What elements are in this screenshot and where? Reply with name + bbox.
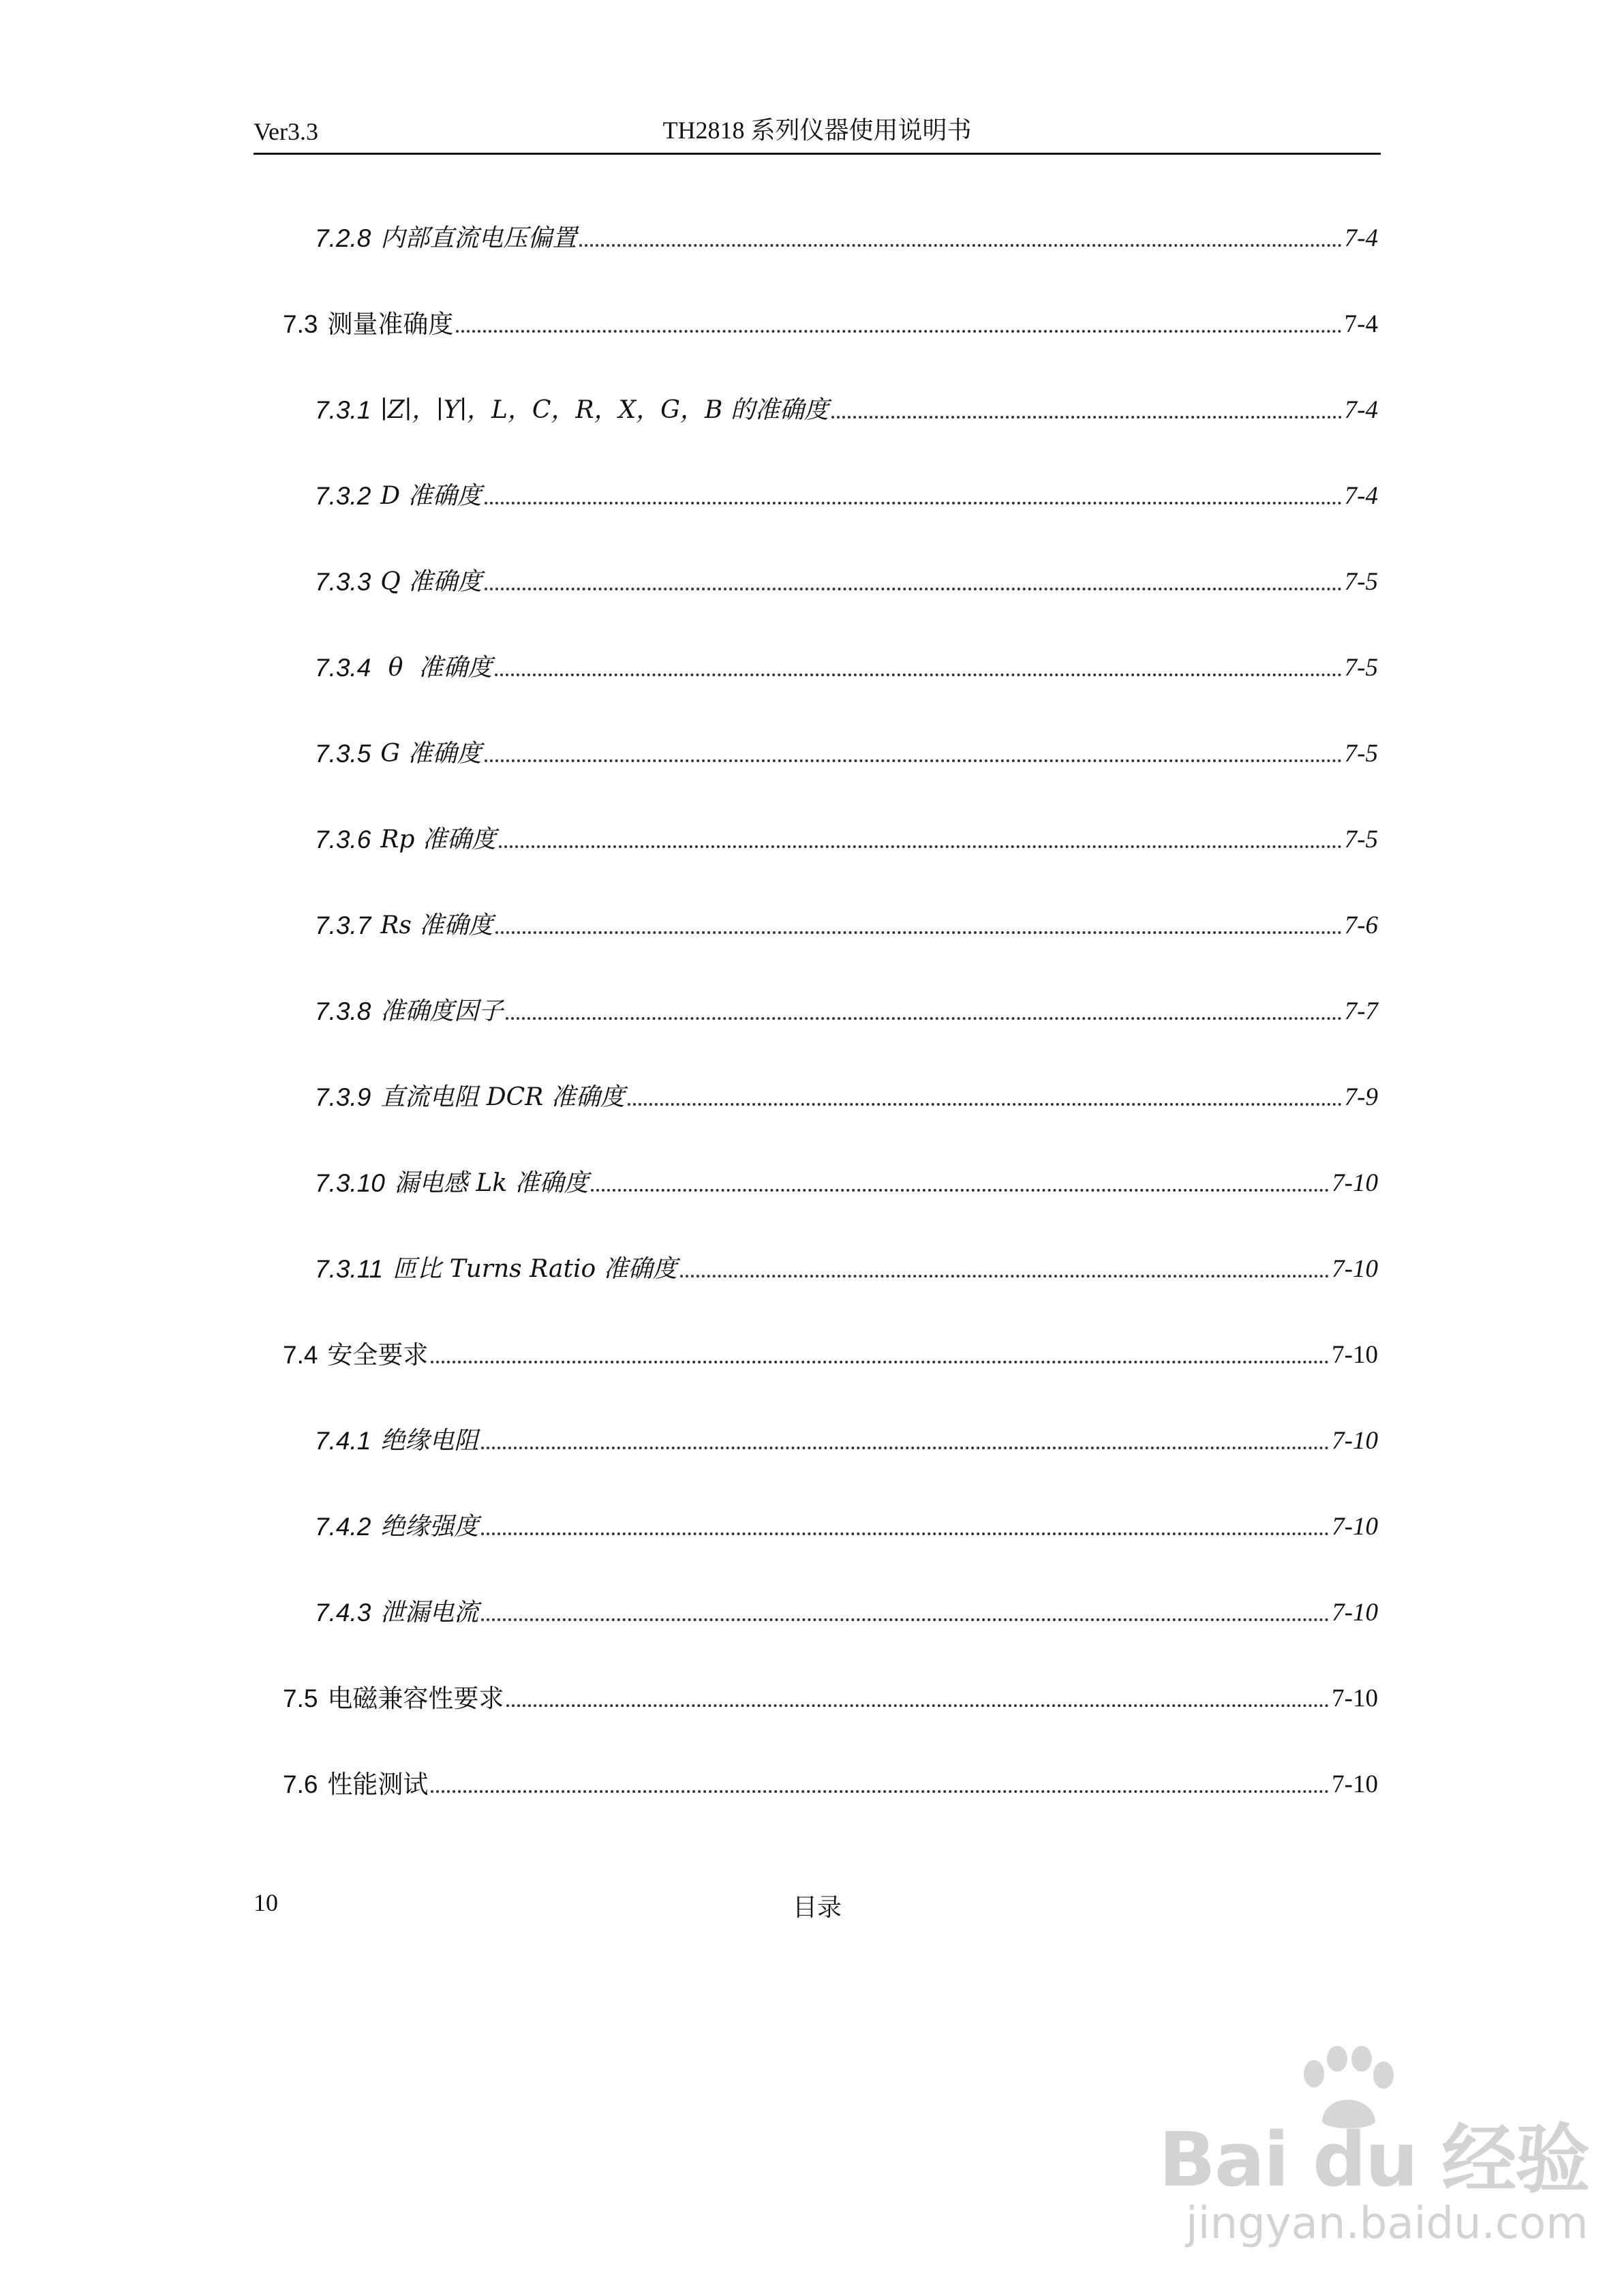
toc-section-title: ∣Z∣，∣Y∣，L，C，R，X，G，B 的准确度 <box>380 396 829 424</box>
toc-page-number: 7-10 <box>1332 1770 1378 1798</box>
toc-entry[interactable] <box>0 217 1378 255</box>
toc-entry[interactable] <box>0 1763 1378 1801</box>
toc-section-number: 7.4.2 <box>315 1513 371 1541</box>
dot-leader <box>431 1790 1329 1793</box>
toc-section-number: 7.3.10 <box>315 1169 385 1197</box>
toc-section-number: 7.3.4 <box>315 654 371 682</box>
toc-entry[interactable] <box>0 904 1378 942</box>
dot-leader <box>485 588 1341 590</box>
dot-leader <box>485 502 1342 504</box>
toc-section-title: 电磁兼容性要求 <box>327 1684 504 1713</box>
toc-entry[interactable] <box>0 1591 1378 1629</box>
toc-entry[interactable] <box>0 1248 1378 1286</box>
toc-entry[interactable] <box>0 1677 1378 1715</box>
toc-section-number: 7.2.8 <box>315 224 371 252</box>
toc-section-title: Rp 准确度 <box>380 826 496 854</box>
dot-leader <box>481 1618 1329 1621</box>
dot-leader <box>481 1532 1329 1535</box>
dot-leader <box>506 1017 1341 1020</box>
toc-page-number: 7-5 <box>1344 568 1378 596</box>
dot-leader <box>831 416 1342 419</box>
toc-page-number: 7-10 <box>1332 1599 1378 1627</box>
toc-page-number: 7-9 <box>1344 1083 1378 1111</box>
toc-page-number: 7-6 <box>1344 911 1378 939</box>
toc-page-number: 7-10 <box>1332 1341 1378 1369</box>
toc-section-title: D 准确度 <box>380 482 482 510</box>
toc-section-number: 7.4.1 <box>315 1427 371 1455</box>
page-number: 10 <box>254 1889 278 1916</box>
dot-leader <box>431 1361 1329 1363</box>
toc-section-title: 内部直流电压偏置 <box>380 224 577 252</box>
dot-leader <box>456 330 1341 333</box>
toc-entry[interactable] <box>0 1076 1378 1114</box>
toc-section-title: 匝比 Turns Ratio 准确度 <box>393 1255 677 1283</box>
toc-section-title: 直流电阻 DCR 准确度 <box>380 1083 625 1111</box>
toc-section-number: 7.3.11 <box>315 1255 384 1283</box>
toc-entry[interactable] <box>0 389 1378 427</box>
toc-entry[interactable] <box>0 732 1378 770</box>
toc-section-number: 7.3.9 <box>315 1083 371 1111</box>
toc-section-title: 绝缘电阻 <box>380 1427 479 1455</box>
baidu-jingyan-watermark <box>1145 2045 1589 2263</box>
toc-page-number: 7-10 <box>1332 1513 1378 1541</box>
toc-page-number: 7-10 <box>1332 1427 1378 1455</box>
document-title: TH2818 系列仪器使用说明书 <box>662 117 972 144</box>
toc-section-number: 7.3.1 <box>315 396 371 424</box>
toc-section-number: 7.3.5 <box>315 740 371 768</box>
dot-leader <box>495 931 1341 934</box>
toc-page-number: 7-5 <box>1344 740 1378 768</box>
toc-page-number: 7-10 <box>1332 1685 1378 1712</box>
toc-entry[interactable] <box>0 474 1378 513</box>
toc-page-number: 7-4 <box>1344 224 1378 252</box>
toc-section-title: 准确度因子 <box>380 997 504 1025</box>
toc-entry[interactable] <box>0 646 1378 684</box>
toc-section-number: 7.6 <box>283 1770 318 1798</box>
dot-leader <box>591 1189 1329 1192</box>
dot-leader <box>499 845 1342 848</box>
toc-page-number: 7-10 <box>1332 1169 1378 1197</box>
toc-entry[interactable] <box>0 560 1378 599</box>
toc-section-title: Rs 准确度 <box>380 911 493 939</box>
toc-section-number: 7.3.6 <box>315 826 371 854</box>
dot-leader <box>680 1275 1330 1278</box>
chapter-name: 目录 <box>792 1894 842 1921</box>
toc-section-title: 测量准确度 <box>327 309 454 339</box>
toc-entry[interactable] <box>0 818 1378 856</box>
toc-entry[interactable] <box>0 1419 1378 1457</box>
dot-leader <box>628 1103 1342 1106</box>
toc-section-title: G 准确度 <box>380 740 482 768</box>
watermark-logo-text: Bai du 经验 <box>1159 2116 1589 2203</box>
toc-page-number: 7-5 <box>1344 826 1378 854</box>
toc-section-number: 7.3.2 <box>315 482 371 510</box>
toc-entry[interactable] <box>0 1333 1378 1372</box>
dot-leader <box>495 674 1341 676</box>
toc-page-number: 7-7 <box>1344 997 1378 1025</box>
toc-section-title: 绝缘强度 <box>380 1513 479 1541</box>
toc-section-title: θ 准确度 <box>380 654 493 682</box>
toc-section-number: 7.3.3 <box>315 568 371 596</box>
toc-section-number: 7.4.3 <box>315 1599 371 1627</box>
toc-section-number: 7.3.7 <box>315 911 371 939</box>
toc-section-number: 7.3 <box>283 310 318 338</box>
dot-leader <box>579 244 1341 247</box>
toc-section-title: Q 准确度 <box>380 568 483 596</box>
toc-section-title: 泄漏电流 <box>380 1599 479 1627</box>
toc-entry[interactable] <box>0 990 1378 1028</box>
dot-leader <box>506 1704 1329 1707</box>
toc-entry[interactable] <box>0 1162 1378 1200</box>
toc-page-number: 7-10 <box>1332 1255 1378 1283</box>
toc-page-number: 7-4 <box>1344 396 1378 424</box>
toc-entry[interactable] <box>0 303 1378 341</box>
toc-section-number: 7.4 <box>283 1341 318 1369</box>
toc-section-title: 漏电感 Lk 准确度 <box>394 1169 589 1197</box>
dot-leader <box>485 759 1342 762</box>
toc-section-title: 性能测试 <box>327 1770 429 1799</box>
toc-page-number: 7-4 <box>1344 310 1378 338</box>
watermark-url: jingyan.baidu.com <box>1186 2199 1589 2249</box>
toc-entry[interactable] <box>0 1505 1378 1543</box>
toc-page-number: 7-5 <box>1344 654 1378 682</box>
dot-leader <box>481 1447 1329 1449</box>
toc-section-title: 安全要求 <box>327 1340 429 1370</box>
toc-section-number: 7.3.8 <box>315 997 371 1025</box>
toc-section-number: 7.5 <box>283 1685 318 1712</box>
version-label: Ver3.3 <box>254 118 318 145</box>
toc-page-number: 7-4 <box>1344 482 1378 510</box>
